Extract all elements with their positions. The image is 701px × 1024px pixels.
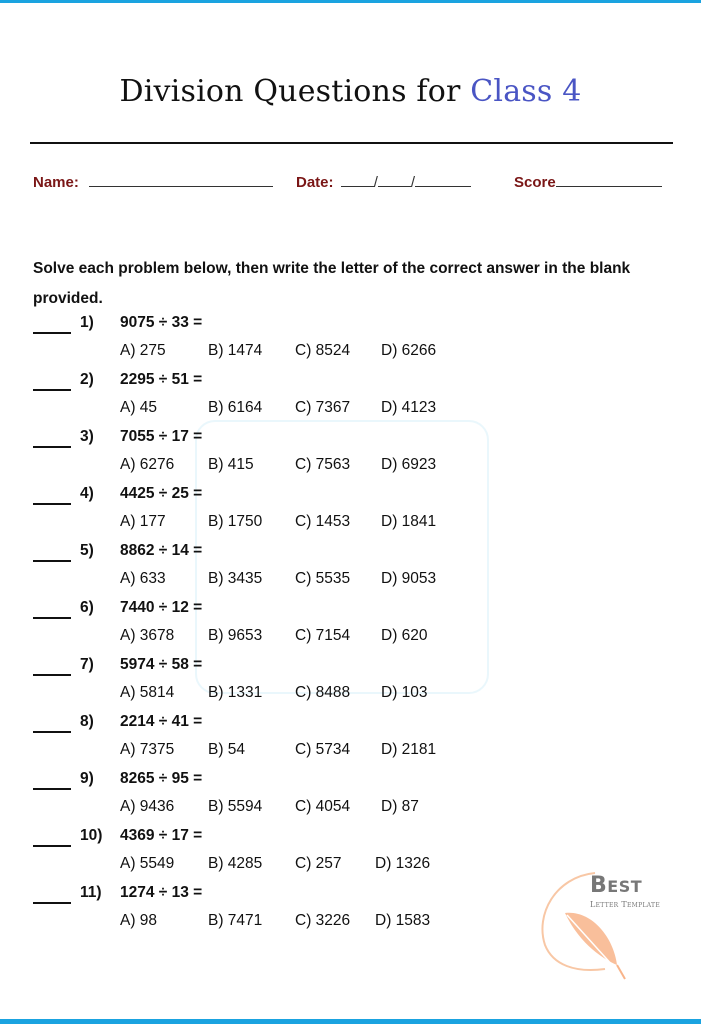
- question-number: 3): [80, 428, 94, 445]
- question-expression: 5974 ÷ 58 =: [120, 656, 203, 673]
- best-letter-template-logo: [535, 865, 670, 985]
- question-number: 11): [80, 884, 102, 901]
- question-item: [0, 537, 701, 594]
- question-item: [0, 309, 701, 366]
- logo-rest-letters: EST: [607, 877, 643, 896]
- question-number: 2): [80, 371, 94, 388]
- question-expression: 8862 ÷ 14 =: [120, 542, 203, 559]
- option-a: A) 275: [120, 342, 166, 359]
- question-expression: 4425 ÷ 25 =: [120, 485, 203, 502]
- date-month-blank[interactable]: [341, 172, 374, 187]
- question-expression: 9075 ÷ 33 =: [120, 314, 203, 331]
- date-day-blank[interactable]: [378, 172, 411, 187]
- option-b: B) 54: [208, 741, 246, 758]
- answer-blank[interactable]: [33, 731, 71, 733]
- name-label: Name:: [33, 174, 79, 191]
- question-number: 4): [80, 485, 94, 502]
- answer-blank[interactable]: [33, 503, 71, 505]
- question-expression: 2214 ÷ 41 =: [120, 713, 203, 730]
- question-item: [0, 708, 701, 765]
- question-number: 8): [80, 713, 94, 730]
- option-a: A) 98: [120, 912, 158, 929]
- question-item: [0, 651, 701, 708]
- question-expression: 8265 ÷ 95 =: [120, 770, 203, 787]
- date-year-blank[interactable]: [415, 172, 471, 187]
- answer-blank[interactable]: [33, 674, 71, 676]
- question-item: [0, 594, 701, 651]
- question-item: [0, 480, 701, 537]
- option-d: D) 103: [381, 684, 428, 701]
- option-c: C) 257: [295, 855, 342, 872]
- option-c: C) 5734: [295, 741, 351, 758]
- option-a: A) 45: [120, 399, 158, 416]
- score-blank[interactable]: [556, 172, 662, 187]
- page-title: [0, 74, 701, 109]
- score-field[interactable]: [514, 172, 662, 191]
- question-number: 6): [80, 599, 94, 616]
- option-c: C) 1453: [295, 513, 351, 530]
- option-b: B) 1331: [208, 684, 263, 701]
- option-b: B) 6164: [208, 399, 263, 416]
- date-separator: /: [410, 174, 416, 191]
- option-d: D) 6266: [381, 342, 437, 359]
- name-field[interactable]: [33, 172, 273, 191]
- answer-blank[interactable]: [33, 560, 71, 562]
- option-a: A) 9436: [120, 798, 175, 815]
- option-d: D) 6923: [381, 456, 437, 473]
- option-c: C) 5535: [295, 570, 351, 587]
- option-b: B) 3435: [208, 570, 263, 587]
- option-b: B) 9653: [208, 627, 263, 644]
- answer-blank[interactable]: [33, 617, 71, 619]
- option-a: A) 5549: [120, 855, 175, 872]
- question-item: [0, 366, 701, 423]
- logo-subtitle: Letter Template: [590, 900, 661, 909]
- option-b: B) 5594: [208, 798, 263, 815]
- question-expression: 7055 ÷ 17 =: [120, 428, 203, 445]
- question-expression: 7440 ÷ 12 =: [120, 599, 203, 616]
- option-a: A) 7375: [120, 741, 175, 758]
- title-divider: [30, 142, 673, 144]
- question-expression: 4369 ÷ 17 =: [120, 827, 203, 844]
- question-list: [0, 309, 701, 936]
- option-b: B) 7471: [208, 912, 263, 929]
- option-c: C) 7367: [295, 399, 351, 416]
- question-number: 9): [80, 770, 94, 787]
- option-b: B) 415: [208, 456, 254, 473]
- question-item: [0, 765, 701, 822]
- title-main: Division Questions for: [119, 74, 471, 109]
- option-d: D) 4123: [381, 399, 437, 416]
- question-expression: 1274 ÷ 13 =: [120, 884, 203, 901]
- option-d: D) 620: [381, 627, 428, 644]
- option-d: D) 1583: [375, 912, 431, 929]
- date-separator: /: [373, 174, 378, 191]
- answer-blank[interactable]: [33, 332, 71, 334]
- top-frame-bar: [0, 0, 701, 3]
- option-a: A) 6276: [120, 456, 175, 473]
- question-item: [0, 423, 701, 480]
- option-a: A) 5814: [120, 684, 175, 701]
- question-number: 1): [80, 314, 94, 331]
- option-d: D) 1841: [381, 513, 437, 530]
- option-a: A) 177: [120, 513, 166, 530]
- option-d: D) 9053: [381, 570, 437, 587]
- name-blank[interactable]: [89, 172, 273, 187]
- date-field[interactable]: [296, 172, 471, 191]
- option-c: C) 4054: [295, 798, 351, 815]
- date-label: Date:: [296, 174, 334, 191]
- option-b: B) 1750: [208, 513, 263, 530]
- option-c: C) 7563: [295, 456, 351, 473]
- question-number: 7): [80, 656, 94, 673]
- title-accent: Class 4: [470, 74, 582, 109]
- question-number: 10): [80, 827, 103, 844]
- option-d: D) 1326: [375, 855, 431, 872]
- option-b: B) 4285: [208, 855, 263, 872]
- logo-best-text: [590, 873, 642, 898]
- answer-blank[interactable]: [33, 902, 71, 904]
- option-c: C) 8488: [295, 684, 351, 701]
- logo-big-letter: B: [590, 873, 608, 898]
- option-d: D) 87: [381, 798, 419, 815]
- answer-blank[interactable]: [33, 389, 71, 391]
- option-c: C) 7154: [295, 627, 351, 644]
- answer-blank[interactable]: [33, 446, 71, 448]
- score-label: Score: [514, 174, 556, 191]
- question-expression: 2295 ÷ 51 =: [120, 371, 203, 388]
- answer-blank[interactable]: [33, 788, 71, 790]
- question-number: 5): [80, 542, 94, 559]
- option-b: B) 1474: [208, 342, 263, 359]
- instructions: Solve each problem below, then write the letter of the correct answer in the blank provided.: [33, 260, 631, 307]
- answer-blank[interactable]: [33, 845, 71, 847]
- bottom-frame-bar: [0, 1019, 701, 1024]
- option-a: A) 633: [120, 570, 166, 587]
- option-a: A) 3678: [120, 627, 175, 644]
- option-c: C) 8524: [295, 342, 351, 359]
- option-c: C) 3226: [295, 912, 351, 929]
- option-d: D) 2181: [381, 741, 437, 758]
